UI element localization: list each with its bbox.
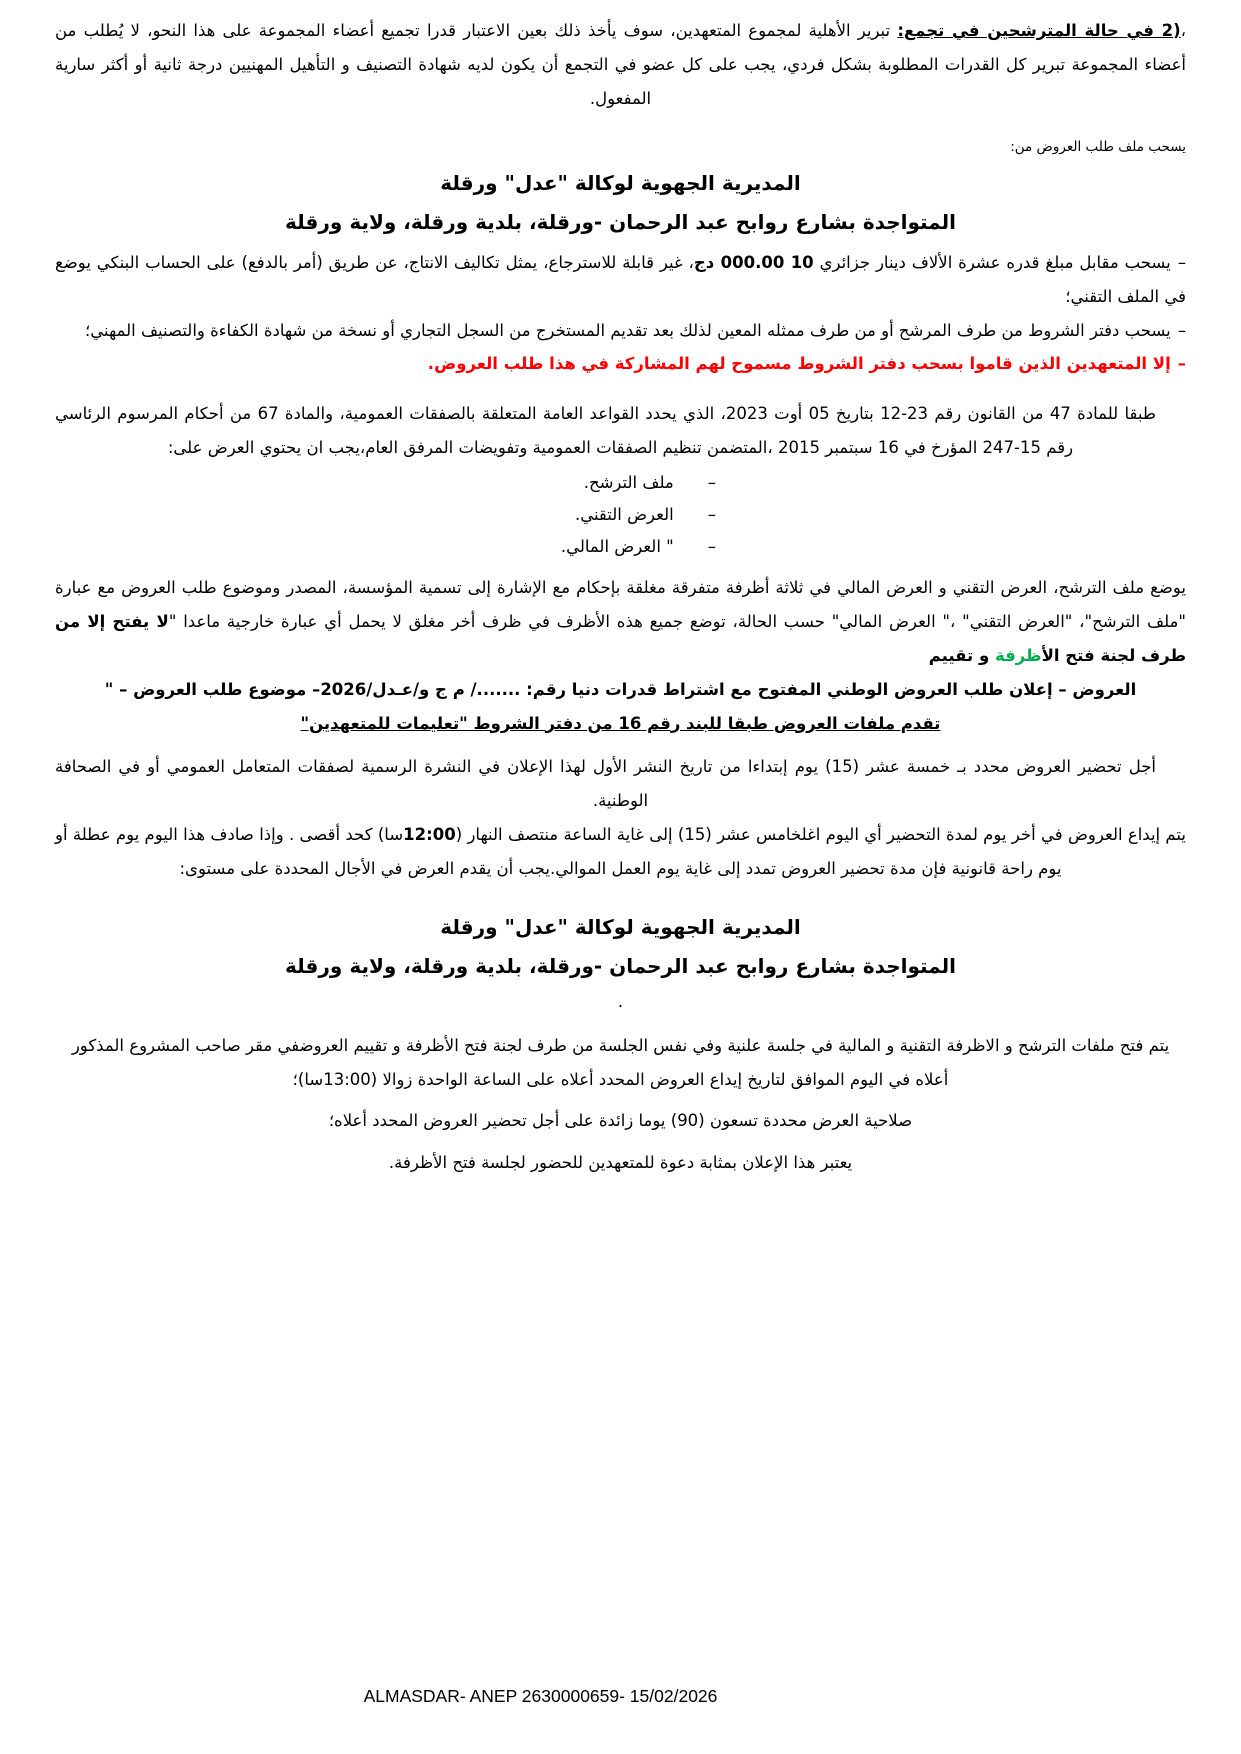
invitation-paragraph: يعتبر هذا الإعلان بمثابة دعوة للمتعهدين للحضور لجلسة فتح الأظرفة. [388, 1153, 853, 1173]
deposit-text-pre: يتم إيداع العروض في أخر يوم لمدة التحضير أي اليوم اغلخامس عشر (15) إلى غاية الساعة منتصف النهار ( [455, 825, 1186, 845]
offer-contents-list [55, 467, 1186, 564]
dash-marker: – [707, 537, 716, 557]
fees-item [55, 246, 1186, 314]
clause-2-heading: في حالة المترشحين في تجمع: [897, 21, 1162, 40]
participation-red-text: إلا المتعهدين الذين قاموا بسحب دفتر الشروط مسموح لهم المشاركة في هذا طلب العروض. [427, 354, 1171, 374]
agency-name: المديرية الجهوية لوكالة "عدل" ورقلة [440, 914, 801, 939]
green-highlighted-word: ظرفة [994, 646, 1042, 666]
offer-item-technical: العرض التقني. [574, 505, 674, 525]
agency-address: المتواجدة بشارع روابح عبد الرحمان -ورقلة، بلدية ورقلة، ولاية ورقلة [285, 210, 956, 235]
anep-footer-reference: ALMASDAR- ANEP 2630000659- 15/02/2026 [363, 1686, 718, 1706]
evaluation-bold-text: و تقييم [928, 646, 995, 666]
clause-2-number: 2) [1161, 21, 1181, 40]
deposit-time: 12:00 [403, 825, 456, 845]
deposit-text-post: سا) كحد أقصى . وإذا صادف هذا اليوم يوم عطلة أو يوم راحة قانونية فإن مدة تحضير العروض تمدد إلى غاية يوم العمل الموالي.يجب أن يقدم العرض في الأجال المحددة على مستوى: [55, 825, 1062, 878]
offer-item-candidacy: ملف الترشح. [583, 472, 674, 492]
leading-comma: ، [1180, 21, 1186, 40]
envelope-instructions-paragraph [55, 571, 1186, 672]
dash-marker: – [707, 472, 716, 492]
agency-name: المديرية الجهوية لوكالة "عدل" ورقلة [440, 171, 801, 196]
clause-2-text: تبرير الأهلية لمجموع المتعهدين، سوف يأخذ ذلك بعين الاعتبار قدرا تجميع أعضاء المجموعة على هذا النحو، لا يُطلب من أعضاء المجموعة تبرير كل القدرات المطلوبة بشكل فردي، يجب على كل عضو في التجمع أن يكون لديه شهادة التصنيف و التأهيل المهنيين درجة ثانية أو أكثر سارية المفعول. [55, 21, 1186, 108]
participation-red-note [55, 347, 1186, 381]
law-reference-paragraph: طبقا للمادة 47 من القانون رقم 23-12 بتاريخ 05 أوت 2023، الذي يحدد القواعد العامة المتعلقة بالصفقات العمومية، والمادة 67 من أحكام المرسوم الرئاسي رقم 15-247 المؤرخ في 16 سبتمبر 2015 ،المتضمن تنظيم الصفقات العمومية وتفويضات المرفق العام،يجب ان يحتوي العرض على: [55, 404, 1156, 458]
deposit-deadline-paragraph [55, 818, 1186, 886]
clause-2-paragraph [55, 14, 1186, 115]
specs-withdraw-item [55, 314, 1186, 348]
tender-reference-line: العروض – إعلان طلب العروض الوطني المفتوح مع اشتراط قدرات دنيا رقم: ......./ م ج و/عـدل/2026– موضوع طلب العروض – " [104, 679, 1137, 699]
fees-text-post: ، غير قابلة للاسترجاع، يمثل تكاليف الانتاج، عن طريق (أمر بالدفع) على الحساب البنكي يوضع في الملف التقني؛ [55, 253, 1186, 306]
offer-validity-paragraph: صلاحية العرض محددة تسعون (90) يوما زائدة على أجل تحضير العروض المحدد أعلاه؛ [328, 1111, 913, 1131]
offer-item-financial: " العرض المالي. [560, 537, 674, 557]
dash-marker: – [1177, 320, 1186, 340]
agency-address-block-2 [55, 912, 1186, 1013]
list-item [55, 499, 716, 531]
dash-marker: – [1177, 253, 1186, 273]
dash-marker: – [707, 505, 716, 525]
do-not-open-bold-text: لا يفتح إلا من طرف لجنة فتح الأ [55, 612, 1186, 666]
dash-marker: – [1177, 354, 1186, 374]
fees-text-pre: يسحب مقابل مبلغ قدره عشرة الألاف دينار جزائري [813, 253, 1171, 273]
agency-address: المتواجدة بشارع روابح عبد الرحمان -ورقلة، بلدية ورقلة، ولاية ورقلة [285, 953, 956, 978]
list-item [55, 531, 716, 563]
envelope-text: يوضع ملف الترشح، العرض التقني و العرض المالي في ثلاثة أظرفة متفرقة مغلقة بإحكام مع الإشارة إلى تسمية المؤسسة، المصدر وموضوع طلب العروض مع عبارة "ملف الترشح"، "العرض التقني" ،" العرض المالي" حسب الحالة، توضع جميع هذه الأظرف في ظرف أخر مغلق لا يحمل أي عبارة خارجية ماعدا " [55, 578, 1186, 632]
agency-address-block-1 [55, 168, 1186, 237]
specs-withdraw-text: يسحب دفتر الشروط من طرف المرشح أو من طرف ممثله المعين لذلك بعد تقديم المستخرج من السجل التجاري أو نسخة من شهادة الكفاءة والتصنيف المهني؛ [85, 320, 1171, 340]
withdraw-from-note: يسحب ملف طلب العروض من: [1010, 139, 1186, 156]
fees-amount: 10 000.00 دج [693, 253, 814, 273]
preparation-deadline-paragraph: أجل تحضير العروض محدد بـ خمسة عشر (15) يوم إبتداءا من تاريخ النشر الأول لهذا الإعلان في النشرة الرسمية لصفقات المتعامل العمومي أو في الصحافة الوطنية. [55, 757, 1156, 811]
stray-period: . [617, 991, 624, 1011]
envelope-opening-paragraph: يتم فتح ملفات الترشح و الاظرفة التقنية و المالية في جلسة علنية وفي نفس الجلسة من طرف لجنة فتح الأظرفة و تقييم العروضفي مقر صاحب المشروع المذكور أعلاه في اليوم الموافق لتاريخ إيداع العروض المحدد أعلاه على الساعة الواحدة زوالا (13:00سا)؛ [71, 1035, 1170, 1089]
submission-instructions-line: تقدم ملفات العروض طبقا للبند رقم 16 من دفتر الشروط "تعليمات للمتعهدين" [300, 713, 941, 733]
list-item [55, 467, 716, 499]
